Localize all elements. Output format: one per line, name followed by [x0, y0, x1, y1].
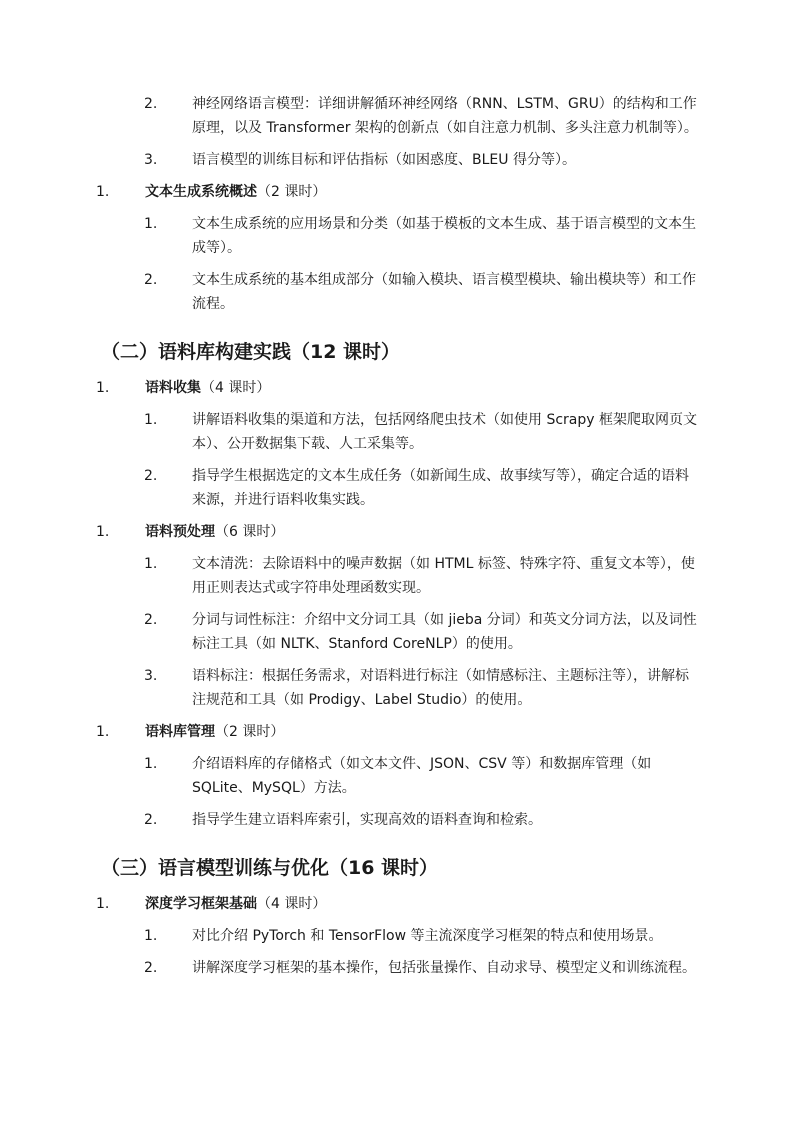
item-number: 1.: [144, 756, 158, 772]
item-number: 3.: [144, 152, 158, 168]
item-number: 2.: [144, 468, 158, 484]
item-text: 指导学生建立语料库索引，实现高效的语料查询和检索。: [192, 812, 542, 828]
topic-number: 1.: [96, 380, 110, 396]
item-number: 2.: [144, 812, 158, 828]
item-text: 讲解深度学习框架的基本操作，包括张量操作、自动求导、模型定义和训练流程。: [192, 960, 696, 976]
item-number: 2.: [144, 96, 158, 112]
list-item: [144, 464, 702, 512]
item-text: 语料标注：根据任务需求，对语料进行标注（如情感标注、主题标注等），讲解标注规范和工具（如 Prodigy、Label Studio）的使用。: [192, 668, 689, 708]
topic-hours: （2 课时）: [257, 184, 327, 200]
list-item: [144, 148, 702, 172]
list-item: [144, 924, 702, 948]
topic-heading: [96, 520, 702, 544]
item-text: 讲解语料收集的渠道和方法，包括网络爬虫技术（如使用 Scrapy 框架爬取网页文本）、公开数据集下载、人工采集等。: [192, 412, 697, 452]
topic-hours: （4 课时）: [201, 380, 271, 396]
topic-heading: [96, 720, 702, 744]
item-number: 2.: [144, 960, 158, 976]
topic-heading: [96, 180, 702, 204]
list-item: [144, 408, 702, 456]
section-heading-corpus: （二）语料库构建实践（12 课时）: [101, 341, 401, 363]
list-item: [144, 752, 702, 800]
topic-hours: （4 课时）: [257, 896, 327, 912]
item-text: 神经网络语言模型：详细讲解循环神经网络（RNN、LSTM、GRU）的结构和工作原理，以及 Transformer 架构的创新点（如自注意力机制、多头注意力机制等）。: [192, 96, 698, 136]
topic-heading: [96, 892, 702, 916]
list-item: [144, 92, 702, 140]
item-number: 2.: [144, 612, 158, 628]
list-item: [144, 552, 702, 600]
topic-title: 深度学习框架基础: [145, 896, 257, 912]
item-text: 指导学生根据选定的文本生成任务（如新闻生成、故事续写等），确定合适的语料来源，并进行语料收集实践。: [192, 468, 689, 508]
item-text: 文本生成系统的应用场景和分类（如基于模板的文本生成、基于语言模型的文本生成等）。: [192, 216, 696, 256]
topic-number: 1.: [96, 184, 110, 200]
topic-number: 1.: [96, 524, 110, 540]
item-number: 1.: [144, 928, 158, 944]
item-text: 文本生成系统的基本组成部分（如输入模块、语言模型模块、输出模块等）和工作流程。: [192, 272, 696, 312]
item-text: 文本清洗：去除语料中的噪声数据（如 HTML 标签、特殊字符、重复文本等），使用正则表达式或字符串处理函数实现。: [192, 556, 695, 596]
list-item: [144, 212, 702, 260]
item-number: 1.: [144, 556, 158, 572]
section-heading-training: （三）语言模型训练与优化（16 课时）: [101, 857, 439, 879]
topic-title: 语料库管理: [145, 724, 215, 740]
item-number: 1.: [144, 412, 158, 428]
list-item: [144, 808, 702, 832]
item-text: 介绍语料库的存储格式（如文本文件、JSON、CSV 等）和数据库管理（如 SQLite、MySQL）方法。: [192, 756, 652, 796]
item-number: 3.: [144, 668, 158, 684]
item-number: 1.: [144, 216, 158, 232]
list-item: [144, 268, 702, 316]
item-text: 语言模型的训练目标和评估指标（如困惑度、BLEU 得分等）。: [192, 152, 576, 168]
topic-heading: [96, 376, 702, 400]
list-item: [144, 956, 702, 980]
item-number: 2.: [144, 272, 158, 288]
topic-hours: （6 课时）: [215, 524, 285, 540]
item-text: 分词与词性标注：介绍中文分词工具（如 jieba 分词）和英文分词方法，以及词性标注工具（如 NLTK、Stanford CoreNLP）的使用。: [192, 612, 697, 652]
list-item: [144, 608, 702, 656]
topic-title: 语料收集: [145, 380, 201, 396]
topic-title: 语料预处理: [145, 524, 215, 540]
topic-number: 1.: [96, 896, 110, 912]
topic-hours: （2 课时）: [215, 724, 285, 740]
topic-title: 文本生成系统概述: [145, 184, 257, 200]
item-text: 对比介绍 PyTorch 和 TensorFlow 等主流深度学习框架的特点和使用场景。: [192, 928, 663, 944]
topic-number: 1.: [96, 724, 110, 740]
list-item: [144, 664, 702, 712]
